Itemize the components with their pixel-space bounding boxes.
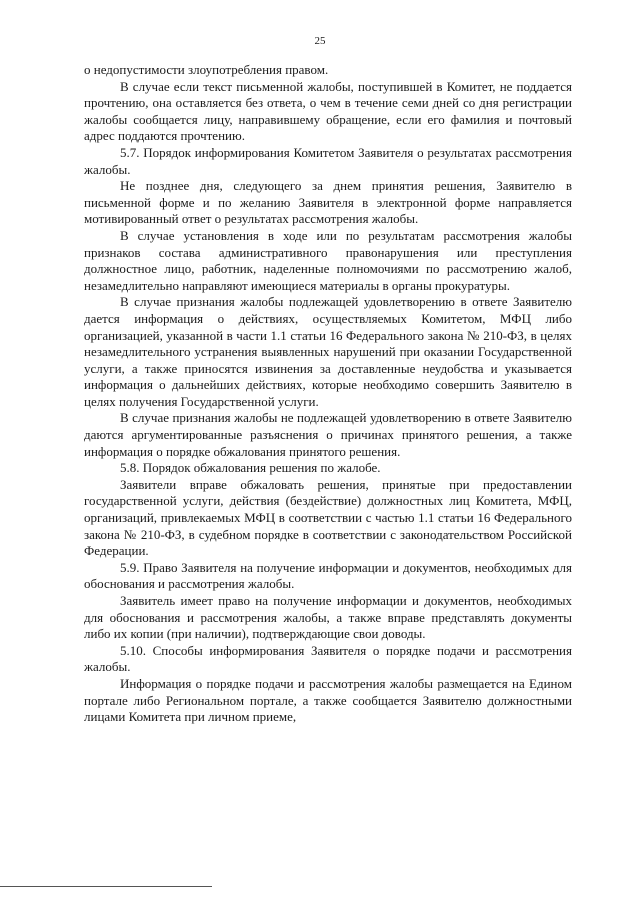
footnote-divider [0, 886, 212, 887]
paragraph-complaint-satisfied: В случае признания жалобы подлежащей удовлетворению в ответе Заявителю дается информация о действиях, осуществляемых Комитетом, МФЦ либо организацией, указанной в части 1.1 статьи 16 Федерального закона № 210-ФЗ, в целях незамедлительного устранения выявленных нарушений при оказании Государственной услуги, а также приносятся извинения за доставленные неудобства и указывается информация о дальнейших действиях, которые необходимо совершить Заявителю в целях получения Государственной услуги. [84, 294, 572, 409]
paragraph-right-to-information: Заявитель имеет право на получение информации и документов, необходимых для обоснования и рассмотрения жалобы, а также вправе представлять документы либо их копии (при наличии), подтверждающие свои доводы. [84, 593, 572, 642]
paragraph-continuation: о недопустимости злоупотребления правом. [84, 62, 329, 77]
section-heading-5-8: 5.8. Порядок обжалования решения по жалобе. [120, 460, 381, 476]
section-heading-5-7: 5.7. Порядок информирования Комитетом Заявителя о результатах рассмотрения жалобы. [84, 144, 572, 177]
section-heading-5-10: 5.10. Способы информирования Заявителя о порядке подачи и рассмотрения жалобы. [84, 642, 572, 675]
paragraph-prosecutor-referral: В случае установления в ходе или по результатам рассмотрения жалобы признаков состава административного правонарушения или преступления должностное лицо, работник, наделенные полномочиями по рассмотрению жалоб, незамедлительно направляют имеющиеся материалы в органы прокуратуры. [84, 227, 572, 293]
paragraph-complaint-rejected: В случае признания жалобы не подлежащей удовлетворению в ответе Заявителю даются аргументированные разъяснения о причинах принятого решения, а также информация о порядке обжалования принятого решения. [84, 410, 572, 459]
paragraph-unreadable-complaint: В случае если текст письменной жалобы, поступившей в Комитет, не поддается прочтению, она оставляется без ответа, о чем в течение семи дней со дня регистрации жалобы сообщается лицу, направившему обращение, если его фамилия и почтовый адрес поддаются прочтению. [84, 78, 572, 144]
paragraph-judicial-appeal: Заявители вправе обжаловать решения, принятые при предоставлении государственной услуги, действия (бездействие) должностных лиц Комитета, МФЦ, организаций, привлекаемых МФЦ в соответствии с частью 1.1 статьи 16 Федерального закона № 210-ФЗ, в судебном порядке в соответствии с законодательством Российской Федерации. [84, 476, 572, 559]
paragraph-motivated-response: Не позднее дня, следующего за днем принятия решения, Заявителю в письменной форме и по желанию Заявителя в электронной форме направляется мотивированный ответ о результатах рассмотрения жалобы. [84, 178, 572, 227]
paragraph-information-placement: Информация о порядке подачи и рассмотрения жалобы размещается на Едином портале либо Региональном портале, а также сообщается Заявителю должностными лицами Комитета при личном приеме, [84, 675, 572, 725]
document-body [84, 62, 572, 726]
section-heading-5-9: 5.9. Право Заявителя на получение информации и документов, необходимых для обоснования и рассмотрения жалобы. [84, 559, 572, 592]
page-number: 25 [314, 35, 326, 47]
